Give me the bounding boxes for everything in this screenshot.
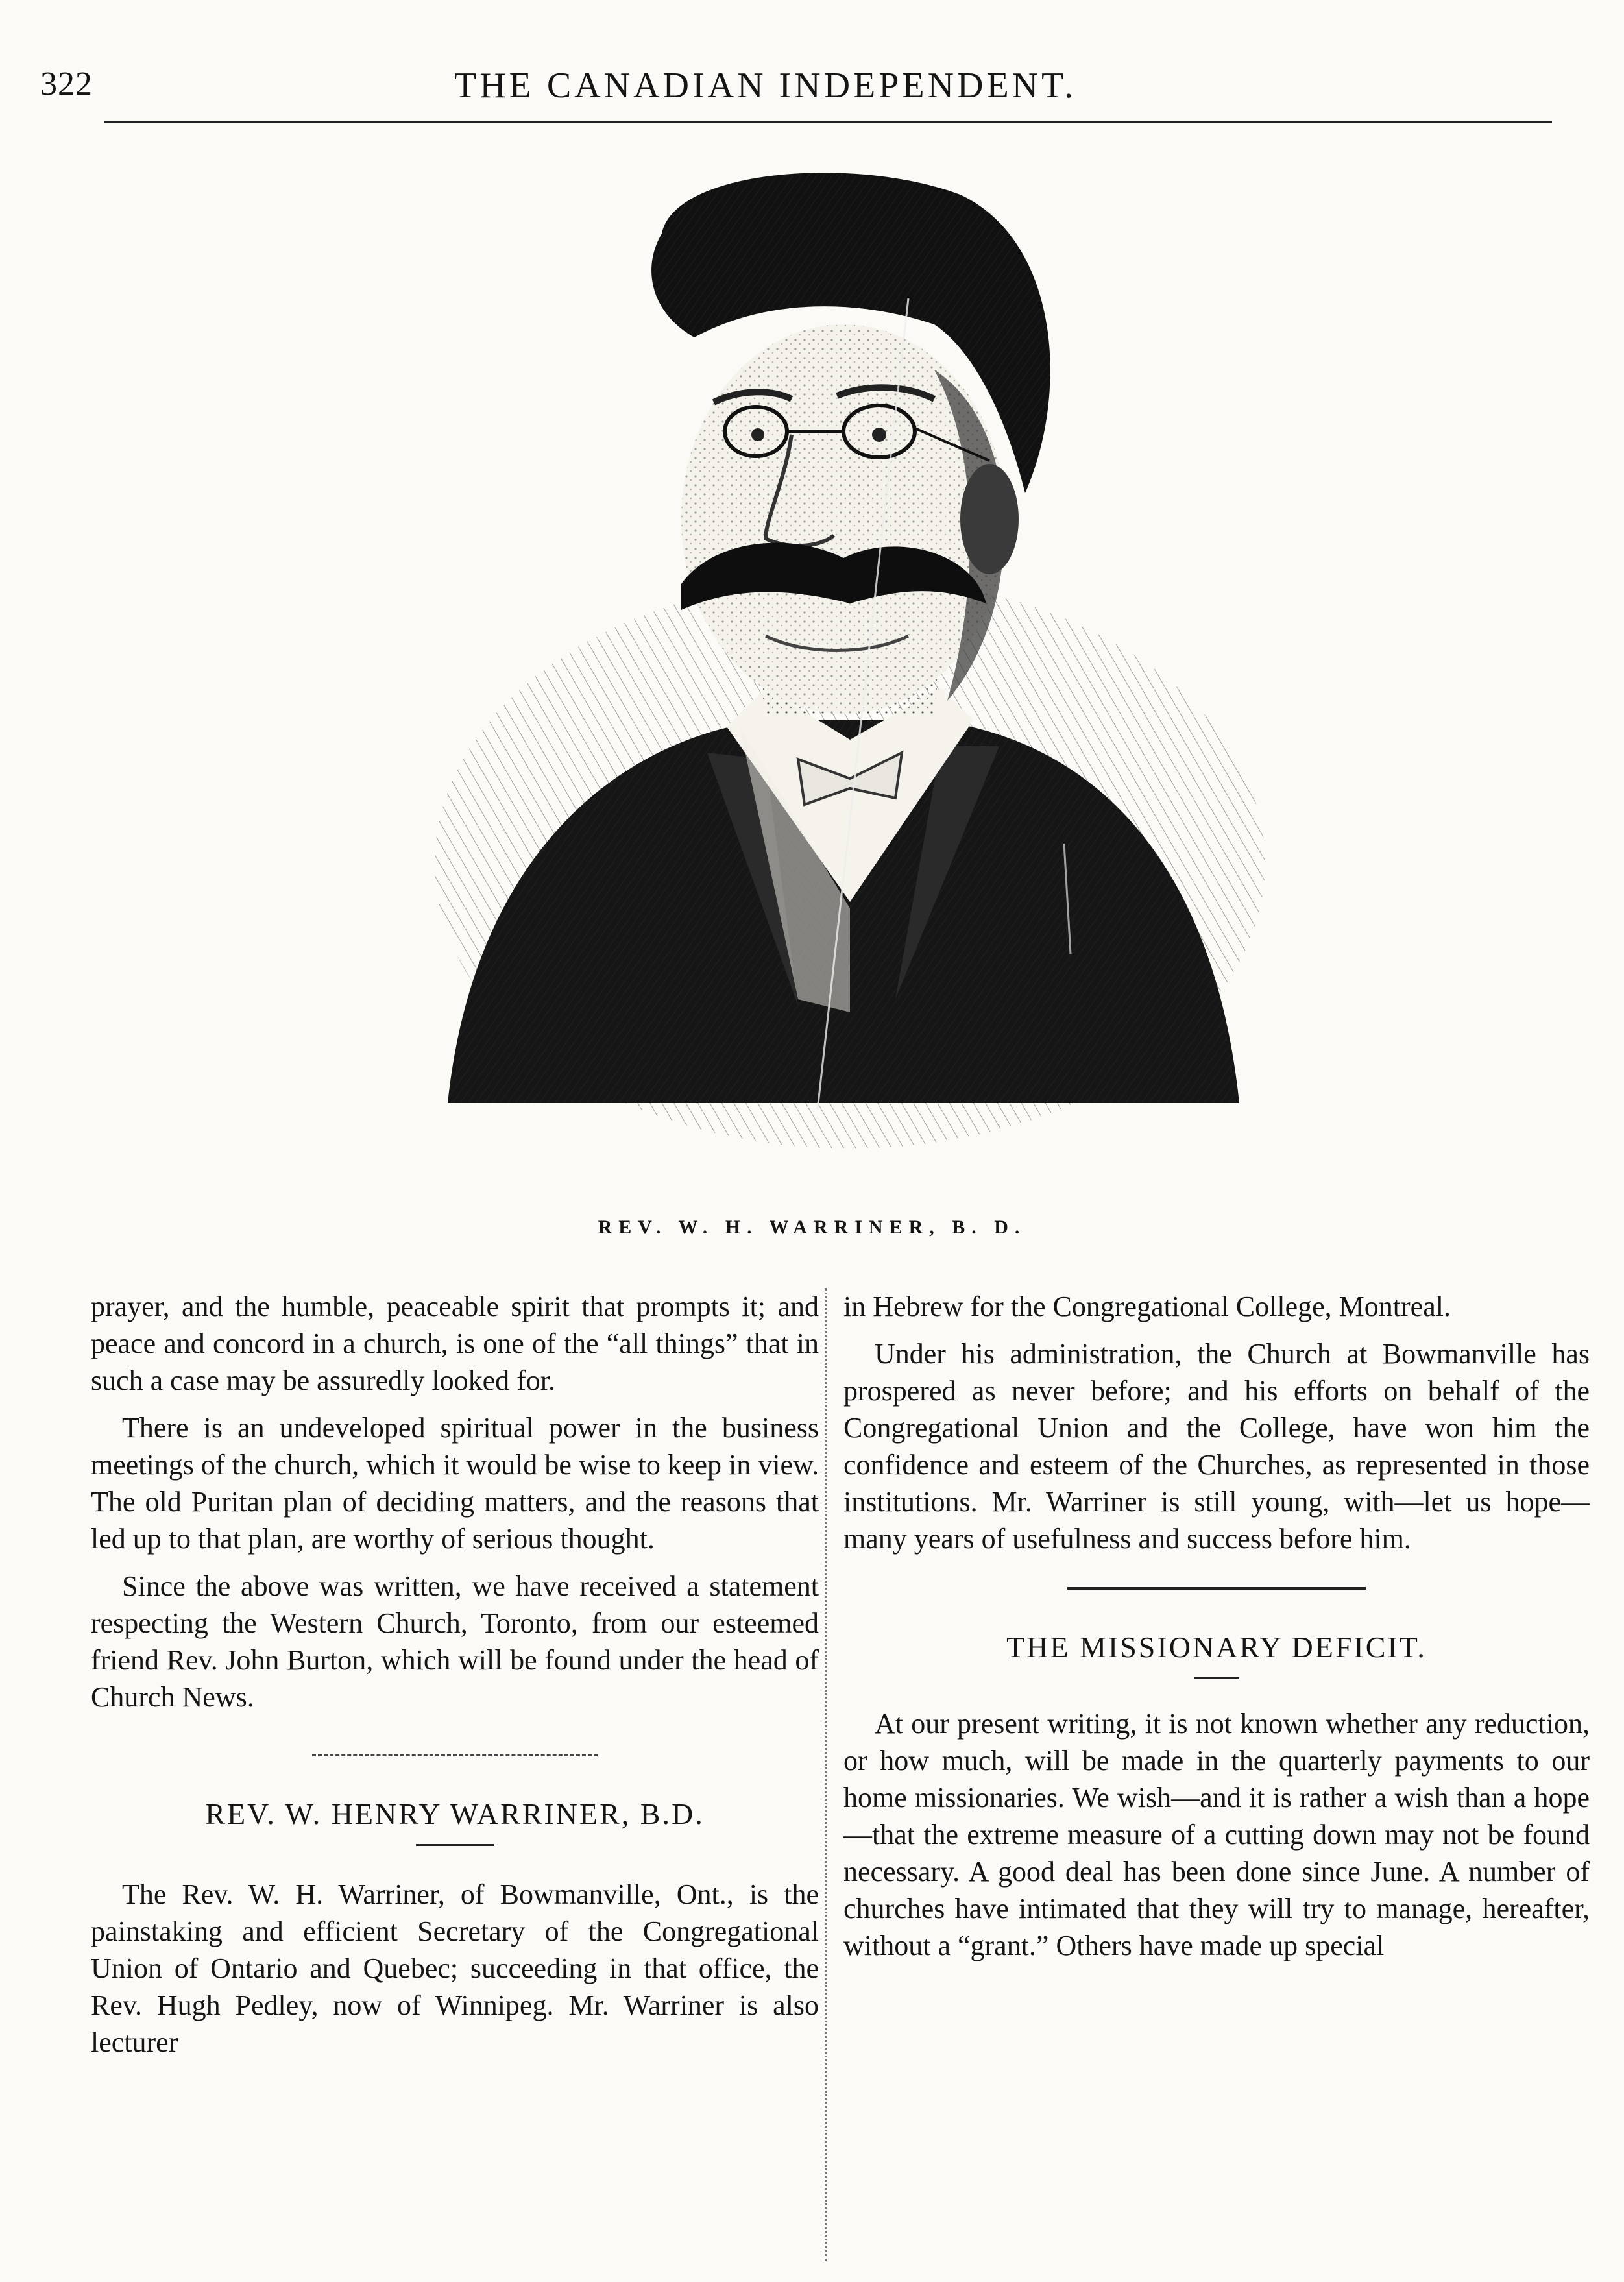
- portrait-svg: [402, 156, 1291, 1181]
- missionary-deficit-paragraph: At our present writing, it is not known whether any reduction, or how much, will be made in the quarterly payments to our home missionaries. We wish—and it is rather a wish than a hope—that the extreme measure of a cutting down may not be found necessary. A good deal has been done since June. A number of churches have intimated that they will try to manage, hereafter, without a “grant.” Others have made up special: [843, 1708, 1590, 1961]
- warriner-paragraph: The Rev. W. H. Warriner, of Bowmanville, Ont., is the painstaking and efficient Secretary of the Congregational Union of Ontario and Quebec; succeeding in that office, the Rev. Hugh Pedley, now of Winnipeg. Mr. Warriner is also lecturer: [91, 1878, 819, 2058]
- right-column: [843, 1288, 1590, 1974]
- column-divider: [825, 1288, 827, 2261]
- page-number: 322: [40, 66, 93, 103]
- running-title: THE CANADIAN INDEPENDENT.: [454, 66, 1077, 106]
- section-heading-missionary-deficit: THE MISSIONARY DEFICIT.: [1006, 1631, 1427, 1664]
- dashed-separator: [312, 1754, 598, 1756]
- left-paragraph-2: There is an undeveloped spiritual power in the business meetings of the church, which it would be wise to keep in view. The old Puritan plan of deciding matters, and the reasons that led up to that plan, are worthy of serious thought.: [91, 1412, 819, 1555]
- portrait-caption: REV. W. H. WARRINER, B. D.: [598, 1217, 1026, 1238]
- heading-underline: [1194, 1677, 1239, 1679]
- right-paragraph-1: in Hebrew for the Congregational College, Montreal.: [843, 1291, 1451, 1322]
- left-paragraph-3: Since the above was written, we have received a statement respecting the Western Church, Toronto, from our esteemed friend Rev. John Burton, which will be found under the head of Church News.: [91, 1570, 819, 1713]
- section-heading-warriner: REV. W. HENRY WARRINER, B.D.: [205, 1797, 705, 1830]
- heading-underline: [416, 1844, 494, 1846]
- right-paragraph-2: Under his administration, the Church at Bowmanville has prospered as never before; and his efforts on behalf of the Congregational Union and the College, have won him the confidence and esteem of the Churches, as represented in those institutions. Mr. Warriner is still young, with—let us hope—many years of usefulness and success before him.: [843, 1338, 1590, 1555]
- section-separator: [1067, 1587, 1366, 1590]
- left-column: [91, 1288, 819, 2071]
- left-paragraph-1: prayer, and the humble, peaceable spirit that prompts it; and peace and concord in a church, is one of the “all things” that in such a case may be assuredly looked for.: [91, 1291, 819, 1396]
- portrait-engraving-icon: [402, 156, 1291, 1181]
- header-rule: [104, 121, 1552, 123]
